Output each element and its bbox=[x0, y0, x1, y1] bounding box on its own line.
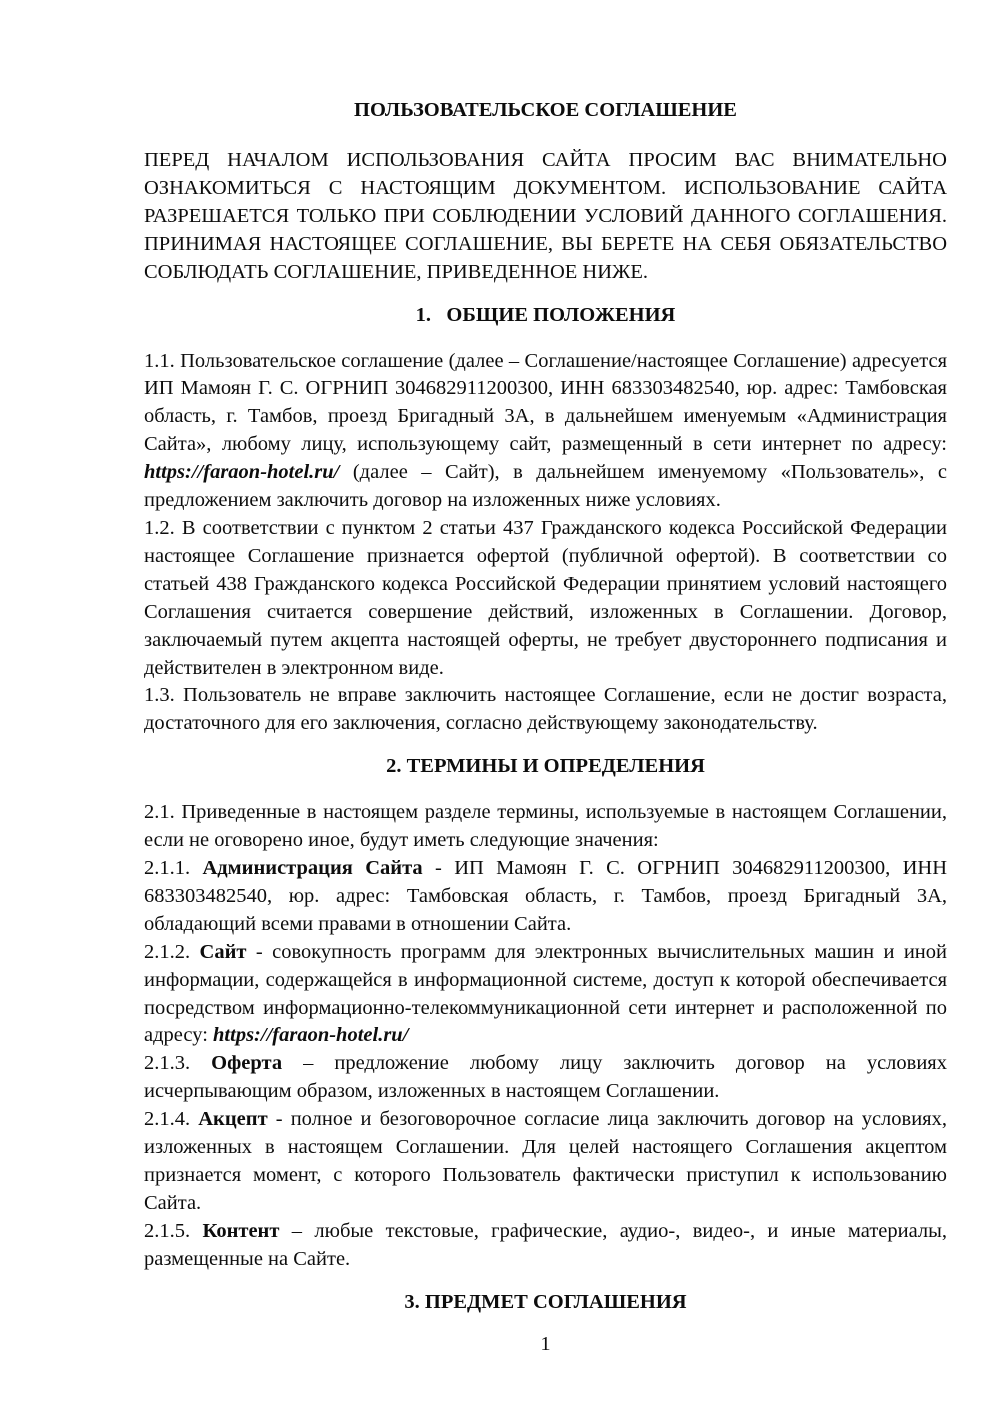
section-heading-1: 1. ОБЩИЕ ПОЛОЖЕНИЯ bbox=[415, 303, 676, 326]
sections-container bbox=[144, 301, 947, 1316]
text-segment: 1.1. Пользовательское соглашение (далее – Соглашение/настоящее Соглашение) адресуется ИП Мамоян Г. С. ОГРНИП 304682911200300, ИНН 683303482540, юр. адрес: Тамбовская область, г. Тамбов, проезд Бригадный 3А, в дальнейшем именуемым «Администрация Сайта», любому лицу, использующему сайт, размещенный в сети интернет по адресу: bbox=[144, 349, 947, 456]
defined-term: Акцепт bbox=[198, 1108, 268, 1131]
section-heading-3: 3. ПРЕДМЕТ СОГЛАШЕНИЯ bbox=[404, 1290, 687, 1313]
page-number: 1 bbox=[540, 1333, 551, 1355]
paragraph bbox=[144, 855, 947, 939]
text-segment: (далее – Сайт), в дальнейшем именуемому «Пользователь», с предложением заключить договор на изложенных ниже условиях. bbox=[144, 461, 947, 512]
defined-term: Администрация Сайта bbox=[202, 857, 423, 880]
text-segment: 2.1.5. bbox=[144, 1219, 203, 1242]
text-segment: 2.1. Приведенные в настоящем разделе термины, используемые в настоящем Соглашении, если не оговорено иное, будут иметь следующие значения: bbox=[144, 801, 947, 852]
paragraph bbox=[144, 1050, 947, 1106]
paragraph bbox=[144, 1218, 947, 1274]
defined-term: Оферта bbox=[211, 1052, 283, 1075]
text-segment: 1.2. В соответствии с пунктом 2 статьи 437 Гражданского кодекса Российской Федерации настоящее Соглашение признается офертой (публичной офертой). В соответствии со статьей 438 Гражданского кодекса Российской Федерации принятием условий настоящего Соглашения считается совершение действий, изложенных в Соглашении. Договор, заключаемый путем акцепта настоящей оферты, не требует двустороннего подписания и действителен в электронном виде. bbox=[144, 516, 947, 679]
site-url-text: https://faraon-hotel.ru/ bbox=[144, 461, 340, 484]
paragraph bbox=[144, 348, 947, 515]
paragraph bbox=[144, 515, 947, 682]
text-segment: 1.3. Пользователь не вправе заключить настоящее Соглашение, если не достиг возраста, достаточного для его заключения, согласно действующему законодательству. bbox=[144, 684, 947, 735]
text-segment: – любые текстовые, графические, аудио-, видео-, и иные материалы, размещенные на Сайте. bbox=[144, 1219, 948, 1270]
text-segment: 2.1.3. bbox=[144, 1052, 212, 1075]
document-title: ПОЛЬЗОВАТЕЛЬСКОЕ СОГЛАШЕНИЕ bbox=[354, 99, 737, 121]
text-segment: – предложение любому лицу заключить договор на условиях исчерпывающим образом, изложенных в настоящем Соглашении. bbox=[144, 1052, 947, 1103]
paragraph bbox=[144, 799, 947, 855]
intro-paragraph: ПЕРЕД НАЧАЛОМ ИСПОЛЬЗОВАНИЯ САЙТА ПРОСИМ ВАС ВНИМАТЕЛЬНО ОЗНАКОМИТЬСЯ С НАСТОЯЩИМ ДОКУМЕНТОМ. ИСПОЛЬЗОВАНИЕ САЙТА РАЗРЕШАЕТСЯ ТОЛЬКО ПРИ СОБЛЮДЕНИИ УСЛОВИЙ ДАННОГО СОГЛАШЕНИЯ. ПРИНИМАЯ НАСТОЯЩЕЕ СОГЛАШЕНИЕ, ВЫ БЕРЕТЕ НА СЕБЯ ОБЯЗАТЕЛЬСТВО СОБЛЮДАТЬ СОГЛАШЕНИЕ, ПРИВЕДЕННОЕ НИЖЕ. bbox=[144, 149, 947, 283]
paragraph bbox=[144, 939, 947, 1051]
text-segment: - совокупность программ для электронных вычислительных машин и иной информации, содержащейся в информационной системе, доступ к которой обеспечивается посредством информационно-телекоммуникационной сети интернет и расположенной по адресу: bbox=[144, 940, 947, 1047]
site-url-text: https://faraon-hotel.ru/ bbox=[213, 1024, 409, 1047]
paragraph bbox=[144, 682, 947, 738]
text-segment: 2.1.4. bbox=[144, 1108, 199, 1131]
defined-term: Сайт bbox=[199, 940, 247, 963]
defined-term: Контент bbox=[202, 1219, 280, 1242]
text-segment: 2.1.2. bbox=[144, 940, 200, 963]
text-segment: - ИП Мамоян Г. С. ОГРНИП 304682911200300, ИНН 683303482540, юр. адрес: Тамбовская область, г. Тамбов, проезд Бригадный 3А, обладающий всеми правами в отношении Сайта. bbox=[144, 857, 947, 935]
text-segment: 2.1.1. bbox=[144, 857, 203, 880]
section-heading-2: 2. ТЕРМИНЫ И ОПРЕДЕЛЕНИЯ bbox=[386, 755, 705, 778]
text-segment: - полное и безоговорочное согласие лица заключить договор на условиях, изложенных в настоящем Соглашении. Для целей настоящего Соглашения акцептом признается момент, с которого Пользователь фактически приступил к использованию Сайта. bbox=[144, 1108, 947, 1214]
paragraph bbox=[144, 1106, 947, 1218]
